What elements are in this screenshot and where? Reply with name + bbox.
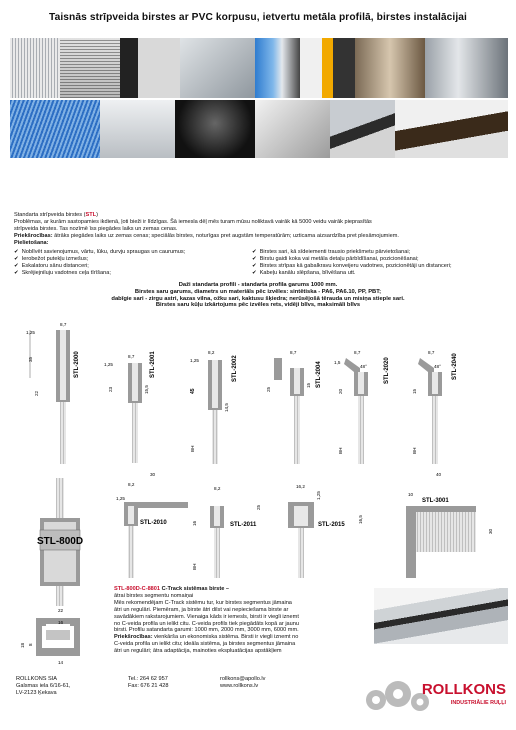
svg-text:45: 45 bbox=[190, 388, 196, 394]
check-icon: ✔ bbox=[252, 262, 257, 269]
svg-text:8,2: 8,2 bbox=[208, 350, 215, 355]
check-icon: ✔ bbox=[252, 249, 257, 255]
svg-text:30: 30 bbox=[488, 528, 493, 534]
web-link[interactable]: www.rollkons.lv bbox=[220, 683, 259, 689]
svg-text:14,5: 14,5 bbox=[224, 403, 229, 412]
check-icon: ✔ bbox=[14, 255, 19, 262]
list-item: ✔ Birstes sari, kā sīdeiementi trausio priekšmetu pārvietošanai; bbox=[252, 249, 411, 255]
list-item: ✔ Noblīvēt savienojumus, vārtu, lūku, durvju spraugas un caurumus; bbox=[14, 249, 186, 255]
svg-text:16,2: 16,2 bbox=[296, 484, 305, 489]
profile-stl-2011 bbox=[210, 486, 261, 578]
svg-text:1,25: 1,25 bbox=[26, 330, 35, 335]
svg-text:STL-3001: STL-3001 bbox=[422, 498, 449, 504]
svg-text:STL-2002: STL-2002 bbox=[232, 355, 238, 382]
svg-text:15: 15 bbox=[306, 382, 311, 388]
svg-text:BH: BH bbox=[190, 445, 195, 452]
svg-text:STL-2010: STL-2010 bbox=[140, 520, 167, 526]
footer-phone: Tel.: 264 62 957 Fax: 676 21 428 bbox=[128, 676, 169, 689]
svg-text:INDUSTRIĀLIE RUĻĻI: INDUSTRIĀLIE RUĻĻI bbox=[450, 700, 506, 706]
profile-stl-2001 bbox=[104, 351, 156, 463]
product-photo-collage bbox=[10, 38, 508, 158]
intro-section: Standarta strīpveida birstes (STL) Problēmas, ar kurām sastopamies ikdienā, ļoti bieži ir līdzīgas. Šā iemesla dēļ mēs turam mūsu noliktavā vairāk kā 5000 veidu vairāk pieprasītās strīpveida birstes. Tas nozīmē īss piegādes laiks un zemas cenas. Priekšrocības: ātrāks piegādes laiks uz zemas cenas; speciālās birstes, noturīgas pret augstām temperatūrām; uzticama aizsardzība pret plesāmojumiem. Pielietošana: bbox=[14, 212, 504, 247]
svg-text:8: 8 bbox=[28, 643, 33, 646]
footer-contact bbox=[220, 676, 320, 690]
svg-text:22: 22 bbox=[34, 390, 39, 396]
svg-text:20: 20 bbox=[338, 388, 343, 394]
svg-text:8,2: 8,2 bbox=[214, 486, 221, 491]
svg-text:18: 18 bbox=[20, 642, 25, 648]
profile-stl-2000 bbox=[26, 322, 80, 464]
bristle-photo-12 bbox=[255, 100, 330, 158]
company-name: ROLLKONS SIA bbox=[16, 676, 58, 682]
profile-drawings-row-1 bbox=[8, 318, 508, 466]
check-icon: ✔ bbox=[252, 255, 257, 262]
svg-text:ROLLKONS: ROLLKONS bbox=[421, 681, 506, 698]
intro-code: STL bbox=[85, 212, 97, 218]
list-item: ✔ Kabeļu kanālu slēpšana, blīvēšana utt. bbox=[252, 269, 356, 276]
svg-text:8,7: 8,7 bbox=[128, 354, 135, 359]
svg-text:STL-2020: STL-2020 bbox=[384, 357, 390, 384]
profile-stl-2040 bbox=[412, 350, 458, 464]
profile-stl-2004 bbox=[266, 350, 322, 464]
svg-text:STL-2004: STL-2004 bbox=[316, 361, 322, 388]
svg-text:35: 35 bbox=[28, 356, 33, 362]
list-item: ✔ Skrējiejniluju vadotnes ceļa tīrīšana; bbox=[14, 269, 111, 276]
bristle-photo-8 bbox=[425, 38, 508, 98]
svg-text:25: 25 bbox=[266, 386, 271, 392]
intro-benefits: Priekšrocības: ātrāks piegādes laiks uz zemas cenas; speciālās birstes, noturīgas pret augstām temperatūrām; uzticama aizsardzība pret plesāmojumiem. bbox=[14, 232, 399, 239]
bristle-photo-1 bbox=[10, 38, 60, 98]
bristle-photo-3 bbox=[120, 38, 180, 98]
svg-text:1,25: 1,25 bbox=[316, 491, 321, 500]
list-item: ✔ Eskalatoru sānu distanceri; bbox=[14, 262, 89, 269]
svg-text:8,7: 8,7 bbox=[290, 350, 297, 355]
svg-text:1,25: 1,25 bbox=[190, 358, 199, 363]
profile-stl-2020 bbox=[334, 350, 390, 464]
email-link[interactable]: rollkons@apollo.lv bbox=[220, 676, 266, 682]
bristle-photo-2 bbox=[60, 38, 120, 98]
svg-text:8,7: 8,7 bbox=[428, 350, 435, 355]
svg-text:15,5: 15,5 bbox=[144, 385, 149, 394]
svg-text:15: 15 bbox=[412, 388, 417, 394]
bristle-photo-7 bbox=[355, 38, 425, 98]
svg-text:8,7: 8,7 bbox=[354, 350, 361, 355]
ctrack-section: STL-800D-C-8801 C-Track sistēmas birste – ātrai birstes segmentu nomaiņai Mēs rekomendējam C-Track sistēmu tur, kur birstes segmentus jāmaina ātri un regulāri. Piemēram, ja birste ātri dilst vai nepieciešama birste ar savādākiem rakstarojumiem. Vienaiga kāds ir iemesls, birsti ir viegli iznemt no C-veida profila un ielikt citu. C-veida profils tiek piegādāts kopā ar jaunu birsti. Profilu satandarta garumi: 1000 mm, 2000 mm, 3000 mm, 6000 mm. Priekšrocības: vienkārša un ekonomiska sistēma. Birsti ir viegli iznemt no C-veida profila un ielikt citu; ideāla sistēma, ja birstes segmentus jāmaina ātri un regulāri; ātra adaptācija, mainoties ekspluatācijas apstākļiem bbox=[114, 586, 300, 655]
footer-address: ROLLKONS SIA Galsmas iela 6/16-61, LV-2123 Ķekava bbox=[16, 676, 126, 697]
profile-stl-2010 bbox=[116, 472, 197, 578]
bristle-photo-14 bbox=[395, 100, 508, 158]
specs-block: Daži standarta profili - standarta profila garums 1000 mm. Birstes saru garums, diametrs un materiāls pēc izvēles: sintētiska - PA6, PA6.10, PP, PBT; dabīgie sari - zirgu astri, kazas vilna, ožku sari, kaktusu šķiedra; nerūsējošā tērauda un misiņa stieple sari. Birstes saru kūļu izkārtojums pēc izvēles rets, vidēji blīvs, maksimāli blīvs bbox=[111, 282, 405, 309]
profile-stl-3001 bbox=[406, 472, 493, 578]
profile-stl-2002 bbox=[190, 350, 238, 464]
svg-text:STL-2001: STL-2001 bbox=[150, 351, 156, 378]
bristle-photo-10 bbox=[100, 100, 175, 158]
svg-text:16: 16 bbox=[192, 520, 197, 526]
svg-text:STL-800D: STL-800D bbox=[36, 536, 84, 547]
rollkons-logo bbox=[352, 672, 512, 716]
list-item: ✔ Birstes strīpas kā gabalkravu konveijeru vadotnes, pozicionētāji un distanceri; bbox=[252, 262, 452, 269]
ctrack-code: STL-800D-C-8801 bbox=[114, 586, 161, 592]
svg-text:30: 30 bbox=[150, 472, 156, 477]
page-title: Taisnās strīpveida birstes ar PVC korpusu, ietvertu metāla profilā, birstes instalācijai bbox=[49, 12, 467, 23]
svg-text:8,7: 8,7 bbox=[60, 322, 67, 327]
svg-text:BH: BH bbox=[412, 447, 417, 454]
svg-text:1,25: 1,25 bbox=[104, 362, 113, 367]
profile-drawings-row-2 bbox=[110, 470, 508, 580]
bristle-photo-13 bbox=[330, 100, 395, 158]
intro-line-2: Problēmas, ar kurām sastopamies ikdienā, ļoti bieži ir līdzīgas. Šā iemesla dēļ mēs turam mūsu noliktavā vairāk kā 5000 veidu vairāk pieprasītās bbox=[14, 218, 372, 225]
bristle-photo-4 bbox=[180, 38, 255, 98]
check-icon: ✔ bbox=[252, 269, 257, 276]
svg-text:10: 10 bbox=[408, 492, 414, 497]
bristle-photo-11 bbox=[175, 100, 255, 158]
svg-text:1,5: 1,5 bbox=[334, 360, 341, 365]
intro-line-3: strīpveida birstes. Tas nozīmē īss piegādes laiks un zemas cenas. bbox=[14, 225, 178, 232]
svg-text:22: 22 bbox=[58, 608, 64, 613]
svg-text:8,2: 8,2 bbox=[128, 482, 135, 487]
check-icon: ✔ bbox=[14, 269, 19, 276]
svg-text:23: 23 bbox=[108, 386, 113, 392]
svg-text:1,25: 1,25 bbox=[116, 496, 125, 501]
check-icon: ✔ bbox=[14, 262, 19, 269]
uses-left-list bbox=[14, 249, 254, 277]
svg-text:BH: BH bbox=[192, 563, 197, 570]
svg-text:STL-2040: STL-2040 bbox=[452, 353, 458, 380]
list-item: ✔ Birstu gaidi koka vai metāla detaļu pārbīdīšanai, pozicionēšanai; bbox=[252, 255, 419, 262]
bristle-photo-6 bbox=[300, 38, 355, 98]
svg-text:STL-2011: STL-2011 bbox=[230, 522, 257, 528]
uses-right-list bbox=[252, 249, 507, 277]
svg-text:STL-2000: STL-2000 bbox=[74, 351, 80, 378]
svg-text:25: 25 bbox=[256, 504, 261, 510]
svg-text:BH: BH bbox=[338, 447, 343, 454]
profile-stl-2015 bbox=[288, 484, 363, 578]
svg-text:STL-2015: STL-2015 bbox=[318, 522, 345, 528]
profile-stl-800d bbox=[10, 478, 110, 678]
ctrack-product-photo bbox=[374, 588, 508, 644]
check-icon: ✔ bbox=[14, 249, 19, 255]
svg-text:16: 16 bbox=[58, 620, 64, 625]
svg-text:16,5: 16,5 bbox=[358, 515, 363, 524]
svg-text:14: 14 bbox=[58, 660, 64, 665]
svg-text:48°: 48° bbox=[360, 364, 367, 369]
list-item: ✔ Ierobežot putekļu izmešus; bbox=[14, 255, 89, 262]
intro-usage-label: Pielietošana: bbox=[14, 239, 49, 246]
bristle-photo-5 bbox=[255, 38, 300, 98]
svg-text:40: 40 bbox=[436, 472, 442, 477]
bristle-photo-9 bbox=[10, 100, 100, 158]
svg-text:48°: 48° bbox=[434, 364, 441, 369]
